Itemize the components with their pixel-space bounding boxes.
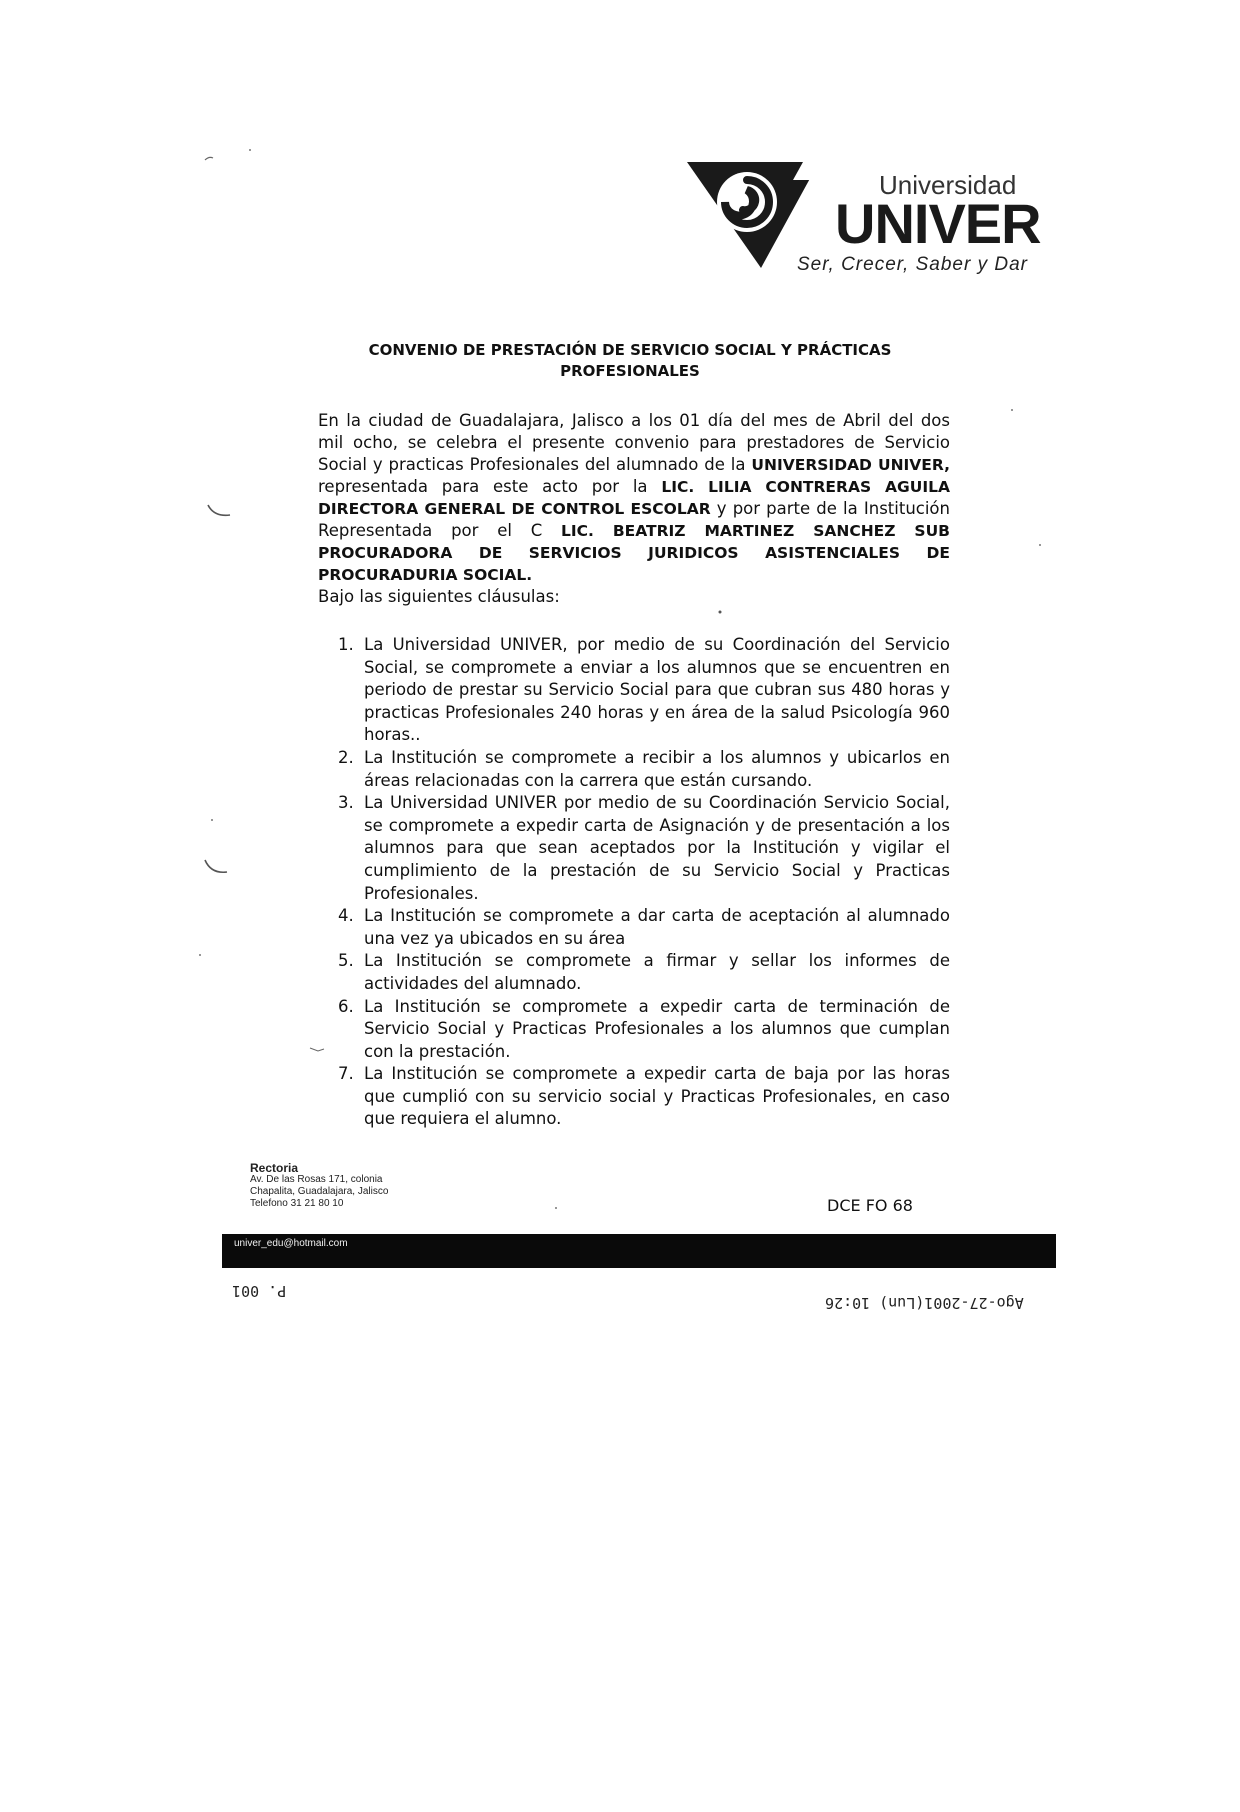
fax-timestamp: Ago-27-2001(Lun) 10:26 [825,1294,1024,1312]
counterpart-office: PROCURADURIA SOCIAL. [318,566,533,584]
clause-text: La Universidad UNIVER por medio de su Coordinación Servicio Social, se compromete a expedir carta de Asignación y de presentación a los alumnos para que sean aceptados por la Institución y vigilar el cumplimiento de la prestación de su Servicio Social y Practicas Profesionales. [364,793,950,903]
intro-paragraph [318,410,950,608]
intro-line [318,542,950,564]
logo-univer: UNIVER [835,192,1041,255]
footer-bar [222,1234,1056,1268]
logo-universidad: Universidad [879,170,1017,200]
footer-email: univer_edu@hotmail.com [234,1238,348,1249]
intro-line [318,564,950,586]
counterpart-title: PROCURADORA DE SERVICIOS JURIDICOS ASISTENCIALES DE [318,544,950,562]
clause-item [318,634,950,747]
clause-item [318,905,950,950]
title-line-2: PROFESIONALES [560,362,700,380]
clause-item [318,792,950,905]
clause-number: 3. [338,793,354,813]
clauses-list [318,634,950,1131]
intro-text: Social y practicas Profesionales del alumnado de la [318,455,752,474]
address-line: Chapalita, Guadalajara, Jalisco [250,1186,389,1197]
intro-text: y por parte de la Institución [710,499,950,518]
fax-page-number: P. 001 [232,1282,287,1300]
clause-item [318,1063,950,1131]
institution-name: UNIVERSIDAD UNIVER, [751,456,951,474]
clause-text: La Universidad UNIVER, por medio de su Coordinación del Servicio Social, se compromete a enviar a los alumnos que se encuentren en periodo de prestar su Servicio Social para que cubran sus 480 horas y practicas Profesionales 240 horas y en área de la salud Psicología 960 horas.. [364,635,950,745]
representative-name: LIC. LILIA CONTRERAS AGUILA [661,478,950,496]
address-line: Av. De las Rosas 171, colonia [250,1174,383,1185]
clause-text: La Institución se compromete a expedir carta de terminación de Servicio Social y Practicas Profesionales a los alumnos que cumplan con la prestación. [364,996,950,1061]
title-line-1: CONVENIO DE PRESTACIÓN DE SERVICIO SOCIAL Y PRÁCTICAS [368,341,892,359]
counterpart-name: LIC. BEATRIZ MARTINEZ SANCHEZ SUB [561,522,950,540]
intro-line [318,454,950,476]
clause-text: La Institución se compromete a firmar y sellar los informes de actividades del alumnado. [364,951,950,993]
clause-number: 5. [338,951,354,971]
clause-item [318,747,950,792]
clause-item [318,996,950,1064]
clause-text: La Institución se compromete a recibir a los alumnos y ubicarlos en áreas relacionadas con la carrera que están cursando. [364,747,950,790]
rectoria-heading: Rectoria [250,1161,299,1175]
intro-line [318,520,950,542]
intro-line [318,476,950,498]
intro-text: representada para este acto por la [318,477,662,496]
clause-text: La Institución se compromete a expedir carta de baja por las horas que cumplió con su servicio social y Practicas Profesionales, en caso que requiera el alumno. [364,1064,950,1129]
clause-text: La Institución se compromete a dar carta de aceptación al alumnado una vez ya ubicados en su área [364,906,950,948]
phone-line: Telefono 31 21 80 10 [250,1198,344,1209]
clause-number: 6. [338,996,354,1016]
clause-number: 7. [338,1064,354,1084]
intro-line: En la ciudad de Guadalajara, Jalisco a los 01 día del mes de Abril del dos [318,411,950,430]
rectoria-address [250,1162,388,1210]
clause-number: 2. [338,747,354,767]
intro-line [318,498,950,520]
representative-title: DIRECTORA GENERAL DE CONTROL ESCOLAR [318,500,711,518]
intro-line: Bajo las siguientes cláusulas: [318,587,560,606]
logo-slogan: Ser, Crecer, Saber y Dar [797,254,1028,275]
univer-logo [685,150,1045,290]
document-title [340,340,920,382]
intro-line: mil ocho, se celebra el presente convenio para prestadores de Servicio [318,433,950,452]
intro-text: Representada por el C [318,521,561,540]
form-code: DCE FO 68 [827,1196,913,1215]
clause-item [318,950,950,995]
clause-number: 1. [338,635,354,654]
clause-number: 4. [338,906,354,926]
